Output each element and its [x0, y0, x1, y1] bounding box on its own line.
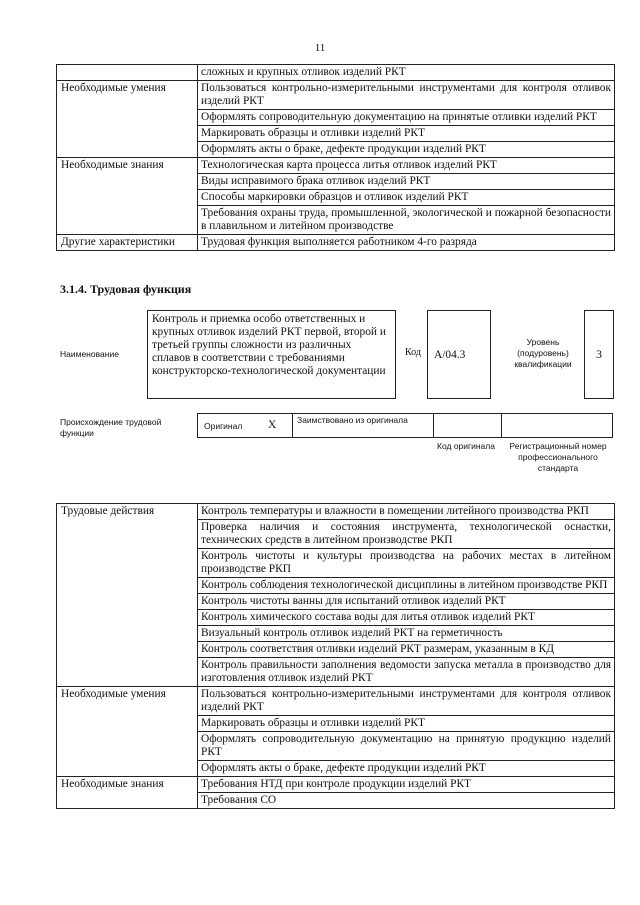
origin-row	[197, 413, 613, 438]
section-title: 3.1.4. Трудовая функция	[60, 282, 192, 296]
skills-table-continued	[56, 64, 615, 251]
function-code-box: А/04.3	[427, 310, 491, 399]
row-value: Проверка наличия и состояния инструмента, технологической оснастки, технических средств в литейном производстве РКП	[198, 520, 615, 549]
row-label	[57, 65, 198, 81]
name-label: Наименование	[60, 349, 119, 359]
code-label: Код	[405, 347, 421, 358]
table-row	[57, 504, 615, 520]
table-row	[57, 687, 615, 716]
row-value: Контроль химического состава воды для литья отливок изделий РКТ	[198, 610, 615, 626]
table-row	[57, 81, 615, 110]
row-value: Требования СО	[198, 793, 615, 809]
row-value: Виды исправимого брака отливок изделий РКТ	[198, 174, 615, 190]
row-value: Требования охраны труда, промышленной, экологической и пожарной безопасности в плавильном и литейном производстве	[198, 206, 615, 235]
row-value: Контроль температуры и влажности в помещении литейного производства РКП	[198, 504, 615, 520]
original-label: Оригинал	[204, 421, 243, 431]
row-value: Контроль соблюдения технологической дисциплины в литейном производстве РКП	[198, 578, 615, 594]
row-label: Необходимые знания	[57, 158, 198, 235]
function-name-box: Контроль и приемка особо ответственных и крупных отливок изделий РКТ первой, второй и третьей группы сложности из различных сплавов в соответствии с требованиями конструкторско-технологической документации	[147, 310, 396, 399]
row-value: сложных и крупных отливок изделий РКТ	[198, 65, 615, 81]
table-row	[57, 158, 615, 174]
borrowed-label: Заимствовано из оригинала	[297, 415, 408, 425]
row-value: Контроль правильности заполнения ведомости запуска металла в производство для изготовления отливок изделий РКТ	[198, 658, 615, 687]
row-value: Контроль чистоты ванны для испытаний отливок изделий РКТ	[198, 594, 615, 610]
row-value: Требования НТД при контроле продукции изделий РКТ	[198, 777, 615, 793]
reg-number-caption: Регистрационный номер профессионального стандарта	[509, 441, 607, 473]
row-value: Контроль соответствия отливки изделий РКТ размерам, указанным в КД	[198, 642, 615, 658]
row-value: Способы маркировки образцов и отливок изделий РКТ	[198, 190, 615, 206]
row-value: Оформлять сопроводительную документацию на принятую продукцию изделий РКТ	[198, 732, 615, 761]
row-label: Трудовые действия	[57, 504, 198, 687]
row-value: Визуальный контроль отливок изделий РКТ на герметичность	[198, 626, 615, 642]
original-mark: X	[268, 419, 277, 431]
row-value: Маркировать образцы и отливки изделий РКТ	[198, 716, 615, 732]
table-row	[57, 65, 615, 81]
row-label: Необходимые знания	[57, 777, 198, 809]
row-value: Контроль чистоты и культуры производства на рабочих местах в литейном производстве РКП	[198, 549, 615, 578]
row-value: Пользоваться контрольно-измерительными инструментами для контроля отливок изделий РКТ	[198, 687, 615, 716]
row-value: Маркировать образцы и отливки изделий РКТ	[198, 126, 615, 142]
row-value: Технологическая карта процесса литья отливок изделий РКТ	[198, 158, 615, 174]
row-value: Трудовая функция выполняется работником 4-го разряда	[198, 235, 615, 251]
table-row	[57, 777, 615, 793]
row-label: Другие характеристики	[57, 235, 198, 251]
table-row	[57, 235, 615, 251]
level-label: Уровень (подуровень) квалификации	[514, 337, 572, 369]
level-box: 3	[584, 310, 614, 399]
code-original-caption: Код оригинала	[437, 441, 495, 451]
row-value: Оформлять акты о браке, дефекте продукции изделий РКТ	[198, 761, 615, 777]
row-value: Оформлять акты о браке, дефекте продукции изделий РКТ	[198, 142, 615, 158]
row-label: Необходимые умения	[57, 687, 198, 777]
row-value: Пользоваться контрольно-измерительными инструментами для контроля отливок изделий РКТ	[198, 81, 615, 110]
page-number: 11	[314, 42, 326, 54]
row-label: Необходимые умения	[57, 81, 198, 158]
labor-function-table	[56, 503, 615, 809]
row-value: Оформлять сопроводительную документацию на принятые отливки изделий РКТ	[198, 110, 615, 126]
origin-label: Происхождение трудовой функции	[60, 417, 162, 438]
